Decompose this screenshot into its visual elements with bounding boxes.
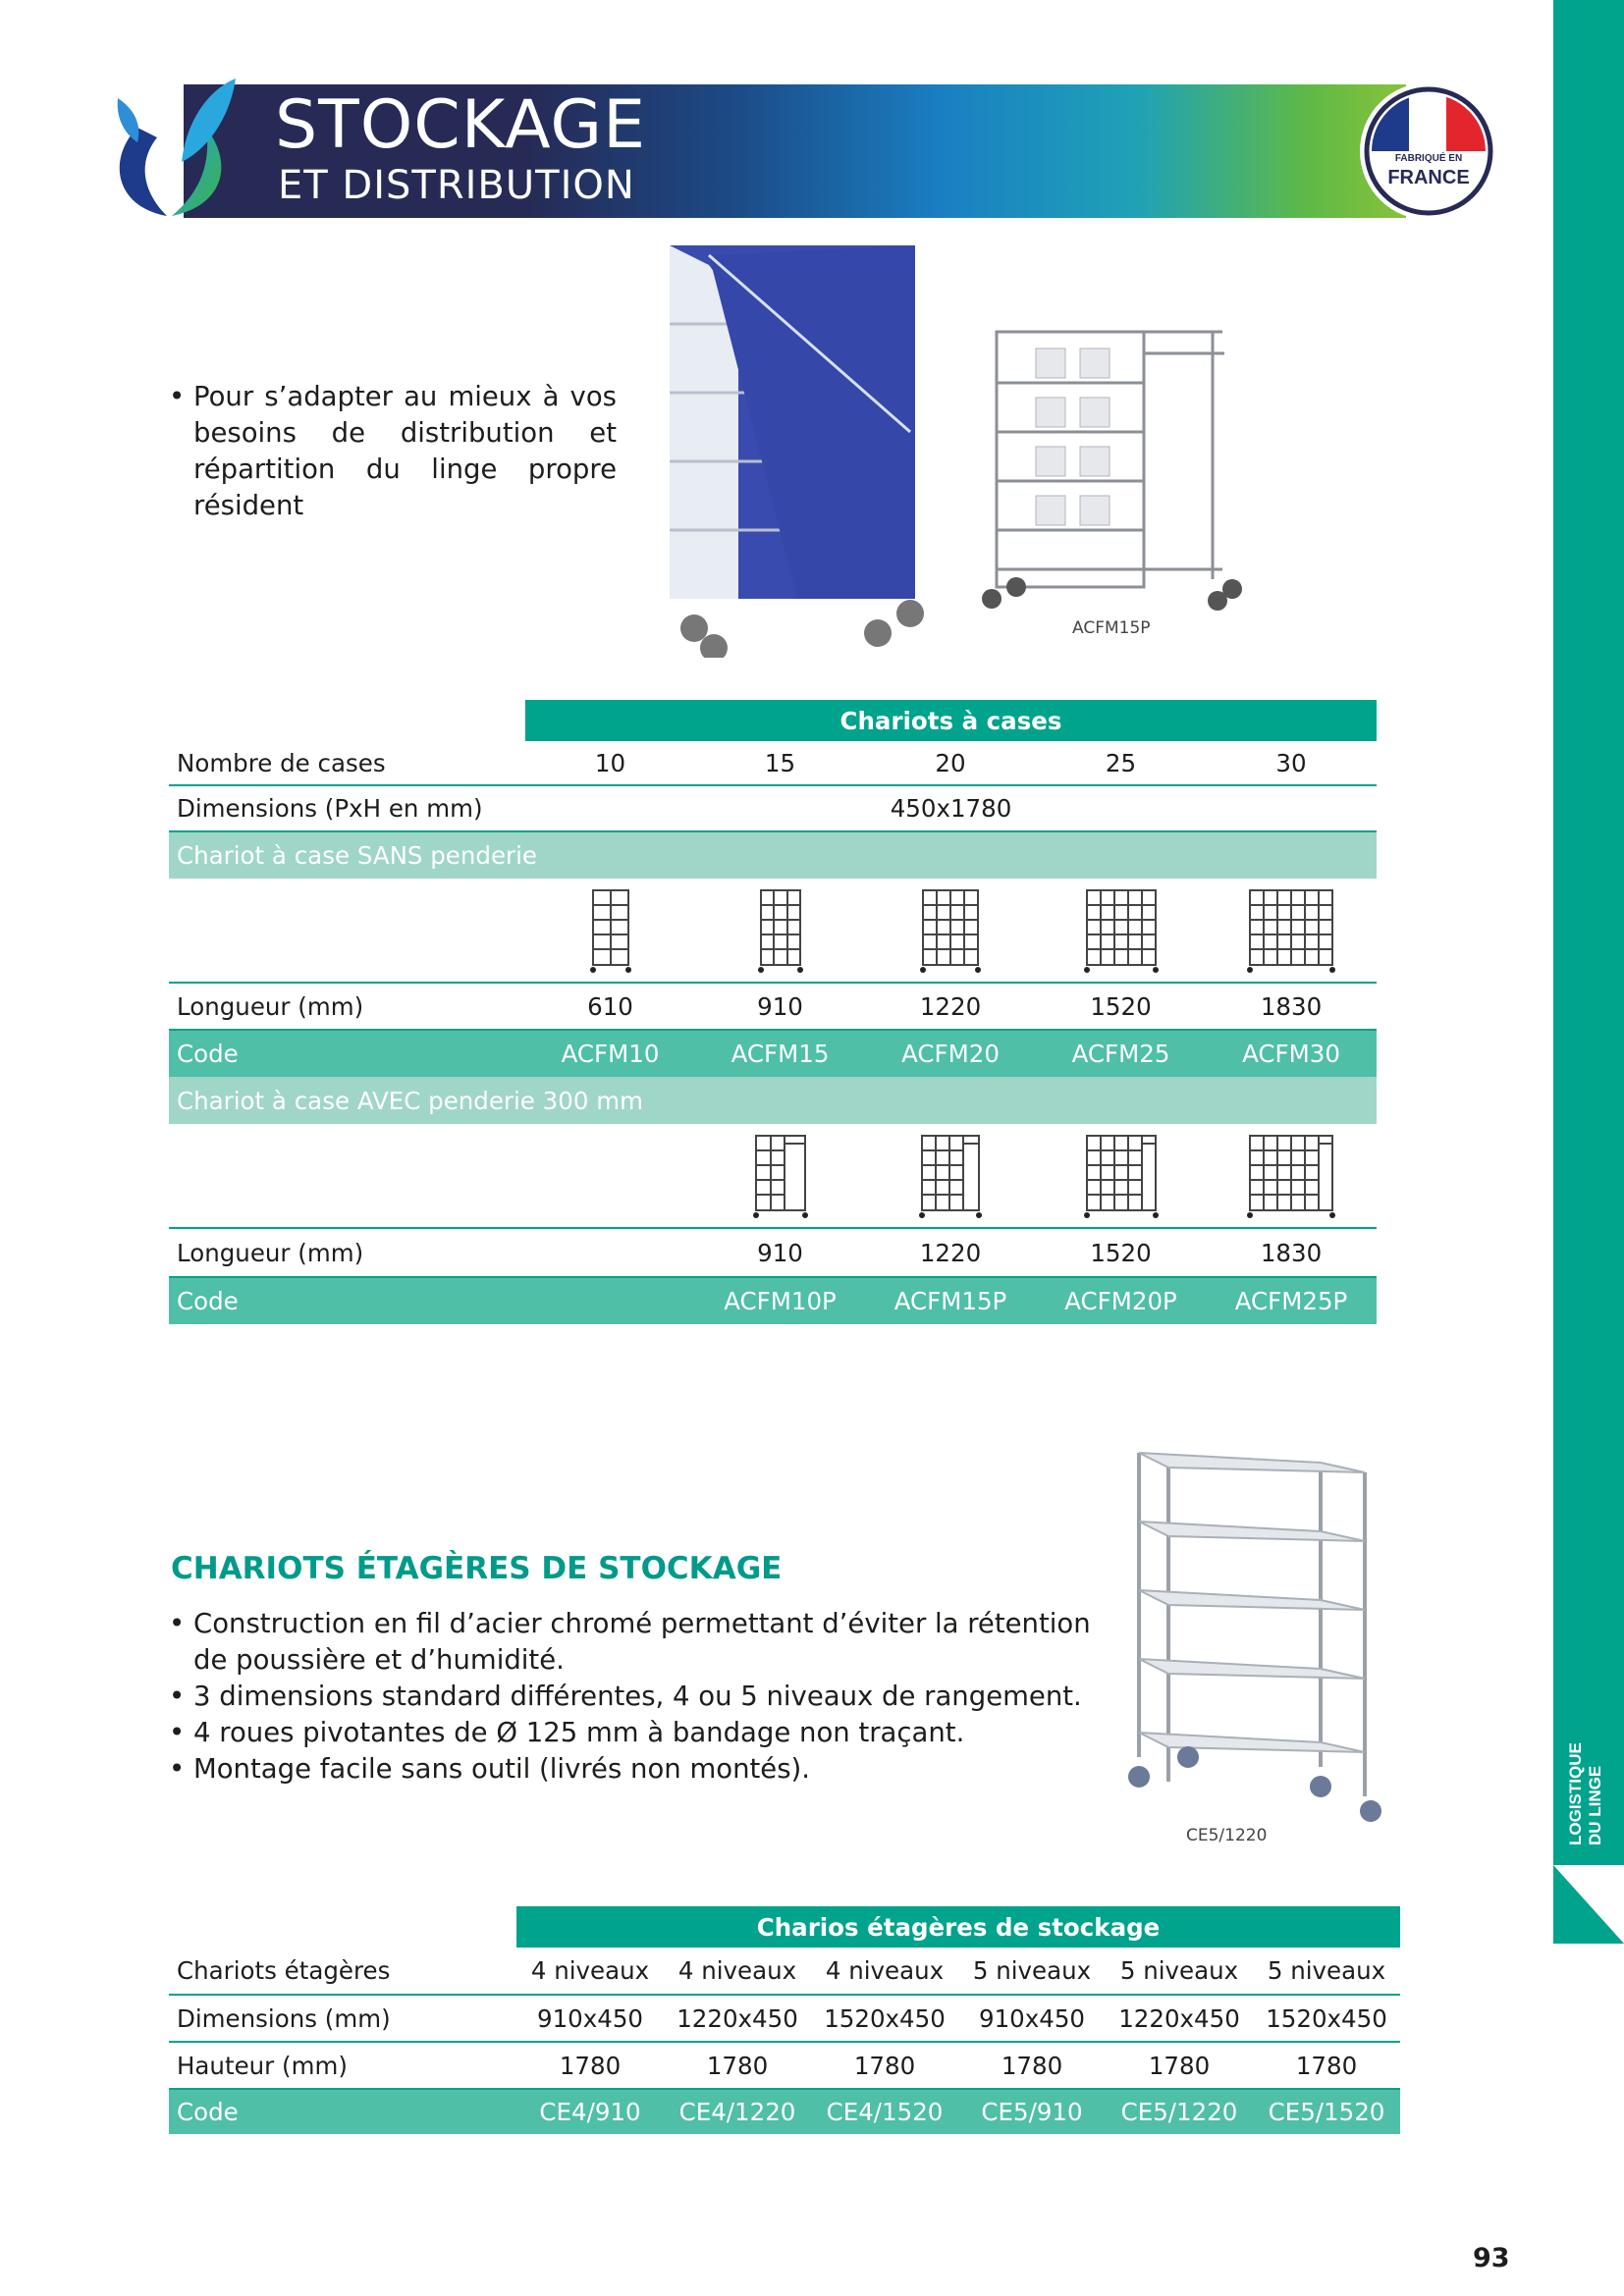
length-sans-5: 1830 [1206,983,1377,1030]
feature-item: • Montage facile sans outil (livrés non montés). [169,1751,1092,1788]
row-label-code-sans: Code [169,1030,525,1077]
intro-bullets [169,379,617,524]
dims-2: 1220x450 [664,1995,811,2042]
row-label-dims: Dimensions (mm) [169,1995,516,2042]
side-tab-label [1563,1708,1614,1845]
dims-4: 910x450 [958,1995,1106,2042]
cart-25-cases-icon [1082,886,1161,975]
cases-10: 10 [525,741,695,785]
height-1: 1780 [516,2042,664,2089]
row-label-cases: Nombre de cases [169,741,525,785]
cases-30: 30 [1206,741,1377,785]
section-sans-penderie: Chariot à case SANS penderie [169,831,1377,879]
cart-15-cases-icon [755,886,806,975]
code-acfm25p: ACFM25P [1206,1277,1377,1324]
length-avec-4: 1830 [1206,1228,1377,1277]
badge-bottom-text: FRANCE [1387,167,1470,188]
length-sans-3: 1220 [865,983,1036,1030]
height-4: 1780 [958,2042,1106,2089]
intro-bullet: • Pour s’adapter au mieux à vos besoins de distribution et répartition du linge propre résident [169,379,617,524]
length-avec-1: 910 [695,1228,865,1277]
code-acfm25: ACFM25 [1036,1030,1206,1077]
levels-1: 4 niveaux [516,1948,664,1995]
height-5: 1780 [1106,2042,1253,2089]
dims-5: 1220x450 [1106,1995,1253,2042]
code-ce5-1220: CE5/1220 [1106,2089,1253,2134]
cart-20-cases-icon [918,886,983,975]
table2-header: Charios étagères de stockage [516,1906,1400,1948]
levels-6: 5 niveaux [1253,1948,1400,1995]
length-avec-3: 1520 [1036,1228,1206,1277]
feature-item: • Construction en fil d’acier chromé permettant d’éviter la rétention de poussière et d’humidité. [169,1606,1092,1679]
dims-1: 910x450 [516,1995,664,2042]
side-tab-line1: LOGISTIQUE [1566,1742,1585,1845]
feature-item: • 4 roues pivotantes de Ø 125 mm à bandage non traçant. [169,1715,1092,1751]
height-3: 1780 [811,2042,958,2089]
dimensions-value: 450x1780 [525,785,1377,831]
levels-4: 5 niveaux [958,1948,1106,1995]
made-in-france-badge [1360,82,1497,220]
section-heading: CHARIOTS ÉTAGÈRES DE STOCKAGE [171,1551,783,1586]
row-label-length-avec: Longueur (mm) [169,1228,525,1277]
code-acfm10: ACFM10 [525,1030,695,1077]
page-title: STOCKAGE [275,86,647,164]
side-tab-line2: DU LINGE [1586,1765,1604,1845]
wire-cart-with-rail-photo [967,324,1262,638]
cart-30-cases-icon [1246,886,1336,975]
levels-5: 5 niveaux [1106,1948,1253,1995]
cases-20: 20 [865,741,1036,785]
row-label-dimensions: Dimensions (PxH en mm) [169,785,525,831]
row-label-length-sans: Longueur (mm) [169,983,525,1030]
code-acfm15: ACFM15 [695,1030,865,1077]
length-sans-2: 910 [695,983,865,1030]
cart-10-cases-icon [585,886,636,975]
features-list [169,1606,1092,1788]
code-ce4-910: CE4/910 [516,2089,664,2134]
cart-rail-1830-icon [1246,1132,1336,1220]
code-acfm10p: ACFM10P [695,1277,865,1324]
badge-top-text: FABRIQUÉ EN [1394,153,1463,164]
side-tab-corner [1553,1865,1624,1944]
covered-cart-photo [650,236,935,658]
height-6: 1780 [1253,2042,1400,2089]
length-sans-4: 1520 [1036,983,1206,1030]
cases-25: 25 [1036,741,1206,785]
table1-header: Chariots à cases [525,700,1377,741]
code-ce5-910: CE5/910 [958,2089,1106,2134]
code-ce4-1520: CE4/1520 [811,2089,958,2134]
levels-3: 4 niveaux [811,1948,958,1995]
code-ce4-1220: CE4/1220 [664,2089,811,2134]
code-acfm30: ACFM30 [1206,1030,1377,1077]
storage-shelf-carts-table [169,1906,1400,2134]
height-2: 1780 [664,2042,811,2089]
page-subtitle: ET DISTRIBUTION [278,163,635,208]
length-avec-2: 1220 [865,1228,1036,1277]
code-acfm20: ACFM20 [865,1030,1036,1077]
code-acfm15p: ACFM15P [865,1277,1036,1324]
carts-with-cases-table [169,700,1377,1324]
brand-logo-icon [98,69,245,226]
row-label-code-avec: Code [169,1277,525,1324]
cart-rail-910-icon [751,1132,810,1220]
cart-rail-1220-icon [917,1132,984,1220]
page-number: 93 [1473,2243,1510,2273]
cart-rail-1520-icon [1082,1132,1161,1220]
caption-acfm15p: ACFM15P [1072,618,1151,638]
row-label-height: Hauteur (mm) [169,2042,516,2089]
side-tab [1553,0,1624,1944]
dims-6: 1520x450 [1253,1995,1400,2042]
row-label-code2: Code [169,2089,516,2134]
row-label-levels: Chariots étagères [169,1948,516,1995]
cases-15: 15 [695,741,865,785]
feature-item: • 3 dimensions standard différentes, 4 ou 5 niveaux de rangement. [169,1679,1092,1715]
dims-3: 1520x450 [811,1995,958,2042]
caption-ce5-1220: CE5/1220 [1186,1826,1268,1845]
shelf-cart-photo [1110,1443,1394,1845]
code-ce5-1520: CE5/1520 [1253,2089,1400,2134]
code-acfm20p: ACFM20P [1036,1277,1206,1324]
france-flag-icon [1360,82,1497,220]
length-sans-1: 610 [525,983,695,1030]
levels-2: 4 niveaux [664,1948,811,1995]
section-avec-penderie: Chariot à case AVEC penderie 300 mm [169,1077,1377,1124]
